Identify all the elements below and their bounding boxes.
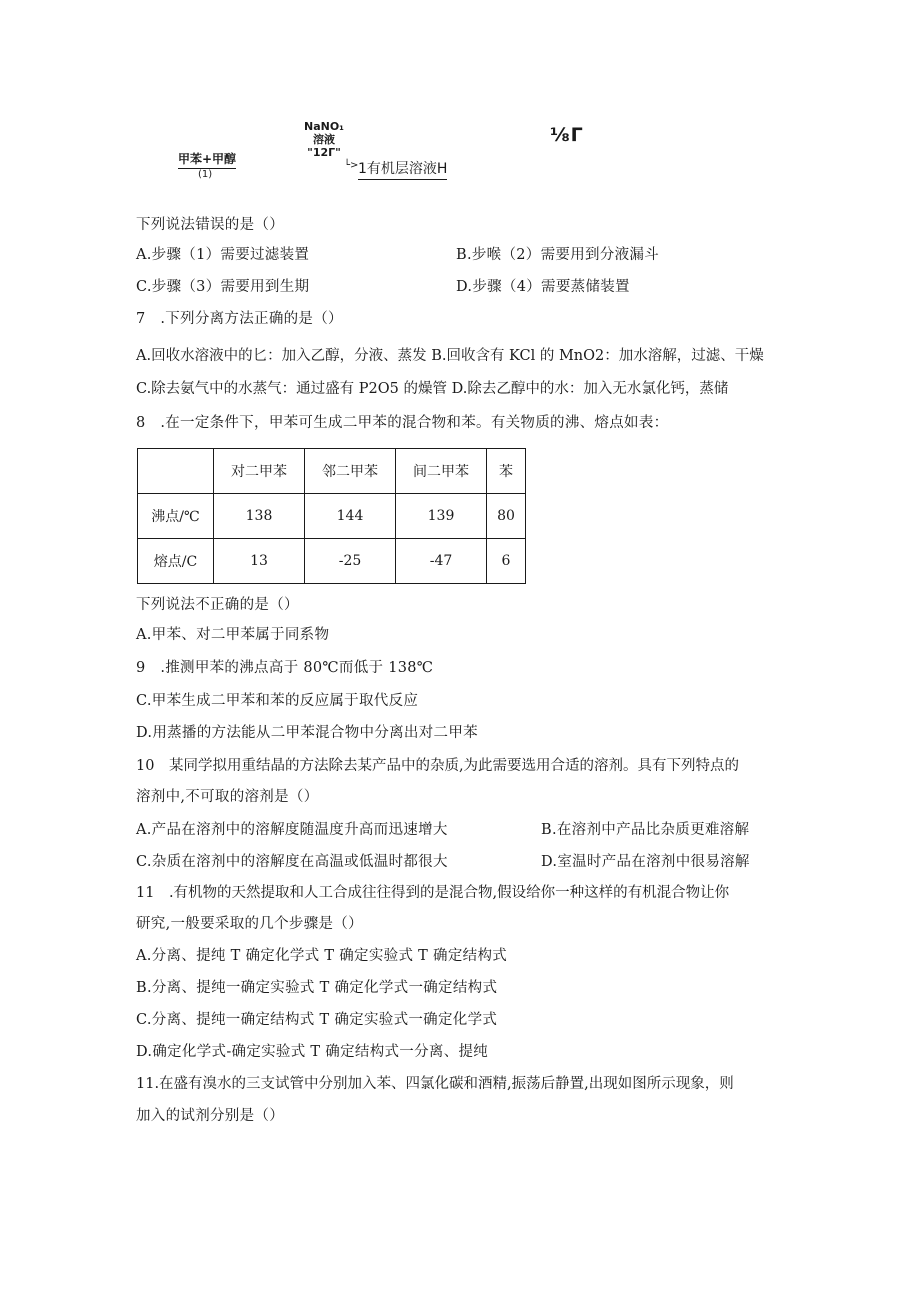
q12-stem-line1: 11.在盛有溴水的三支试管中分别加入苯、四氯化碳和酒精,振荡后静置,出现如图所示现象，则 bbox=[136, 1076, 734, 1092]
q10-option-b: B.在溶剂中产品比杂质更难溶解 bbox=[541, 822, 750, 838]
flow-corner-text: ⅛Γ bbox=[550, 124, 584, 146]
flow-start-label: 甲苯+甲醇 bbox=[178, 150, 236, 169]
table-row bbox=[138, 539, 526, 584]
q7-stem: 7 .下列分离方法正确的是（） bbox=[136, 311, 343, 327]
table-header-cell: 对二甲苯 bbox=[214, 449, 305, 494]
q8-stem: 8 .在一定条件下，甲苯可生成二甲苯的混合物和苯。有关物质的沸、熔点如表： bbox=[136, 415, 669, 431]
table-cell: 80 bbox=[487, 494, 526, 539]
table-header-cell: 间二甲苯 bbox=[396, 449, 487, 494]
q8-option-d: D.用蒸播的方法能从二甲苯混合物中分离出对二甲苯 bbox=[136, 725, 478, 741]
table-row-label: 熔点/C bbox=[138, 539, 214, 584]
table-header-cell: 苯 bbox=[487, 449, 526, 494]
table-header-cell: 邻二甲苯 bbox=[305, 449, 396, 494]
q11-stem-line2: 研究,一般要采取的几个步骤是（） bbox=[136, 916, 363, 932]
q7-options-line1: A.回收水溶液中的匕：加入乙醇，分液、蒸发 B.回收含有 KCl 的 MnO2：加水溶解，过滤、干燥 bbox=[136, 348, 764, 364]
q11-option-c: C.分离、提纯一确定结构式 T 确定实验式一确定化学式 bbox=[136, 1012, 498, 1028]
q6-option-a: A.步骤（1）需要过滤装置 bbox=[136, 247, 310, 263]
flow-reagent-solution: 溶液 bbox=[313, 133, 335, 146]
q8-option-c: C.甲苯生成二甲苯和苯的反应属于取代反应 bbox=[136, 693, 419, 709]
table-cell: 6 bbox=[487, 539, 526, 584]
q6-stem: 下列说法错误的是（） bbox=[136, 217, 284, 233]
q10-stem-line1: 10 某同学拟用重结晶的方法除去某产品中的杂质,为此需要选用合适的溶剂。具有下列特点的 bbox=[136, 758, 740, 774]
flow-step-1: (1) bbox=[198, 169, 213, 180]
table-header-cell bbox=[138, 449, 214, 494]
table-cell: -25 bbox=[305, 539, 396, 584]
q6-option-d: D.步骤（4）需要蒸储装置 bbox=[456, 279, 630, 295]
flow-result: 1有机层溶液H bbox=[358, 158, 447, 180]
table-header-row bbox=[138, 449, 526, 494]
table-row-label: 沸点/℃ bbox=[138, 494, 214, 539]
q8-option-b: 9 .推测甲苯的沸点高于 80℃而低于 138℃ bbox=[136, 660, 434, 676]
table-cell: 144 bbox=[305, 494, 396, 539]
q10-option-d: D.室温时产品在溶剂中很易溶解 bbox=[541, 854, 750, 870]
flow-arrow: └> bbox=[344, 160, 359, 171]
table-cell: 13 bbox=[214, 539, 305, 584]
q10-option-a: A.产品在溶剂中的溶解度随温度升高而迅速增大 bbox=[136, 822, 448, 838]
properties-table bbox=[137, 448, 526, 584]
table-cell: 138 bbox=[214, 494, 305, 539]
q6-option-c: C.步骤（3）需要用到生期 bbox=[136, 279, 310, 295]
table-row bbox=[138, 494, 526, 539]
q11-option-a: A.分离、提纯 T 确定化学式 T 确定实验式 T 确定结构式 bbox=[136, 948, 508, 964]
q10-stem-line2: 溶剂中,不可取的溶剂是（） bbox=[136, 789, 319, 805]
q11-stem-line1: 11 .有机物的天然提取和人工合成往往得到的是混合物,假设给你一种这样的有机混合物让你 bbox=[136, 885, 730, 901]
q12-stem-line2: 加入的试剂分别是（） bbox=[136, 1108, 284, 1124]
flow-reagent-code: "12Γ" bbox=[307, 146, 341, 159]
q8-sub-stem: 下列说法不正确的是（） bbox=[136, 597, 299, 613]
q10-option-c: C.杂质在溶剂中的溶解度在高温或低温时都很大 bbox=[136, 854, 448, 870]
q11-option-b: B.分离、提纯一确定实验式 T 确定化学式一确定结构式 bbox=[136, 980, 498, 996]
flow-reagent-formula: NaNO₁ bbox=[303, 120, 344, 133]
q8-option-a: A.甲苯、对二甲苯属于同系物 bbox=[136, 627, 330, 643]
table-cell: -47 bbox=[396, 539, 487, 584]
table-cell: 139 bbox=[396, 494, 487, 539]
q6-option-b: B.步喉（2）需要用到分液漏斗 bbox=[456, 247, 659, 263]
q7-options-line2: C.除去氨气中的水蒸气：通过盛有 P2O5 的燥管 D.除去乙醇中的水：加入无水氯化钙，蒸储 bbox=[136, 381, 729, 397]
flow-reagent bbox=[302, 120, 346, 159]
q11-option-d: D.确定化学式-确定实验式 T 确定结构式一分离、提纯 bbox=[136, 1044, 489, 1060]
